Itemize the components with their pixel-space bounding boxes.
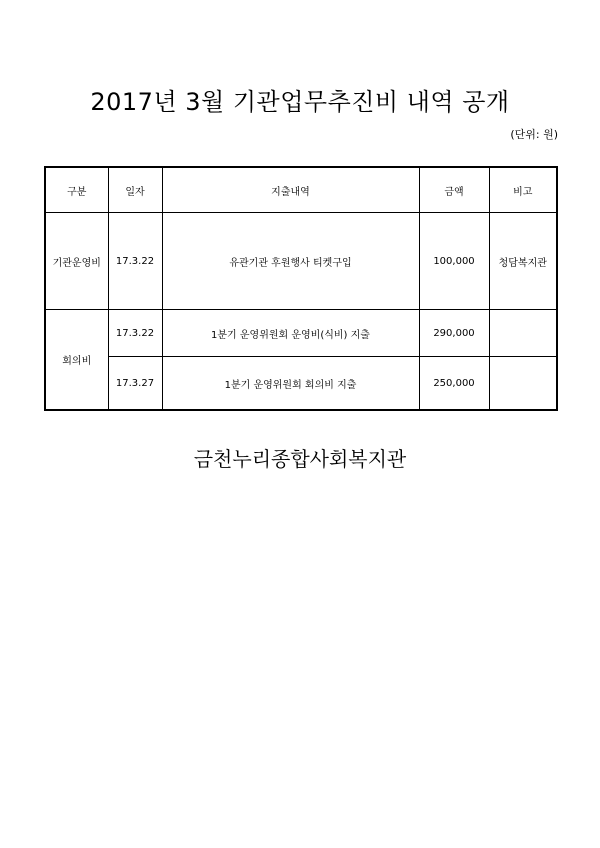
- unit-note: (단위: 원): [510, 128, 558, 141]
- organization-name: 금천누리종합사회복지관: [193, 447, 407, 471]
- category-cell: 기관운영비: [45, 213, 108, 310]
- note-cell: [489, 310, 557, 357]
- amount-cell: 290,000: [419, 310, 489, 357]
- table-row: [45, 357, 557, 411]
- description-cell: 1분기 운영위원회 회의비 지출: [162, 357, 419, 411]
- date-cell: 17.3.27: [108, 357, 162, 411]
- table-row: [45, 310, 557, 357]
- amount-cell: 100,000: [419, 213, 489, 310]
- description-cell: 유관기관 후원행사 티켓구입: [162, 213, 419, 310]
- table-row: [45, 213, 557, 310]
- table-header-row: [45, 167, 557, 213]
- amount-cell: 250,000: [419, 357, 489, 411]
- header-amount: 금액: [419, 167, 489, 213]
- note-cell: [489, 357, 557, 411]
- header-description: 지출내역: [162, 167, 419, 213]
- date-cell: 17.3.22: [108, 310, 162, 357]
- header-category: 구분: [45, 167, 108, 213]
- header-date: 일자: [108, 167, 162, 213]
- description-cell: 1분기 운영위원회 운영비(식비) 지출: [162, 310, 419, 357]
- note-cell: 청담복지관: [489, 213, 557, 310]
- page-title: 2017년 3월 기관업무추진비 내역 공개: [90, 88, 510, 116]
- header-note: 비고: [489, 167, 557, 213]
- date-cell: 17.3.22: [108, 213, 162, 310]
- category-cell: 회의비: [45, 310, 108, 411]
- expense-table: [44, 166, 558, 411]
